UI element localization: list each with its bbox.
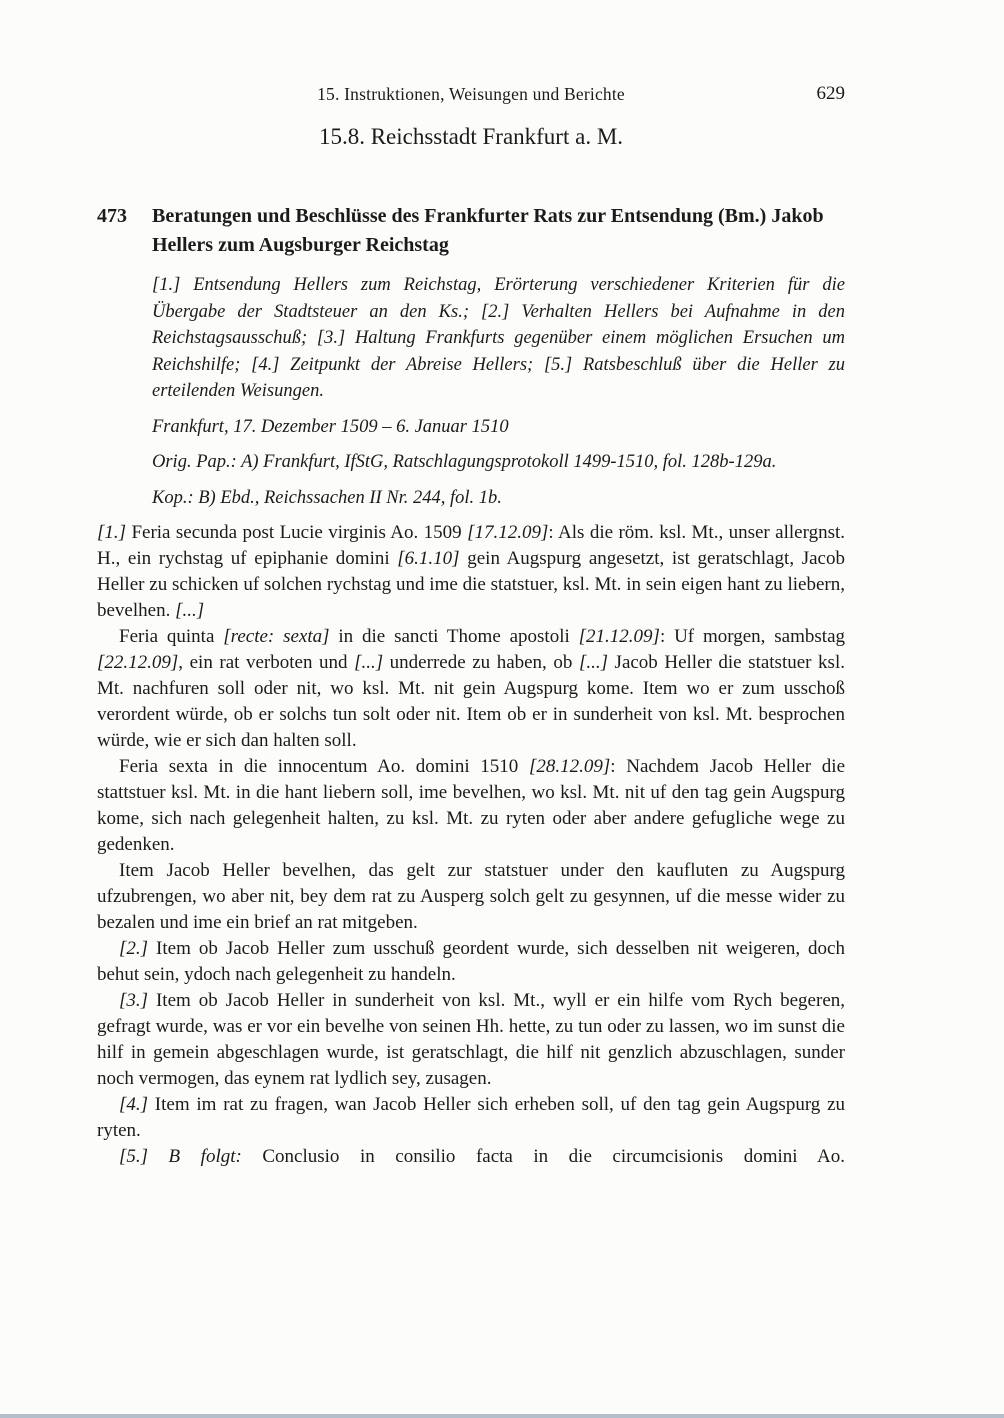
body-paragraph xyxy=(97,520,845,624)
body-text-run: : Uf morgen, sambstag xyxy=(659,626,845,647)
editorial-italic-text: [3.] xyxy=(119,990,149,1011)
editorial-italic-text: [5.] B folgt: xyxy=(119,1146,242,1167)
body-text-run: Item im rat zu fragen, wan Jacob Heller sich erheben soll, uf den tag gein Augspurg zu ryten. xyxy=(97,1094,845,1141)
body-text-run: , ein rat verboten und xyxy=(178,652,355,673)
editorial-italic-text: [1.] xyxy=(97,522,132,543)
page-number: 629 xyxy=(816,83,845,104)
document-number: 473 xyxy=(97,205,127,227)
running-head xyxy=(97,84,845,108)
editorial-italic-text: [6.1.10] xyxy=(397,548,460,569)
body-text-run: : Nachdem Jacob Heller die stattstuer ksl. Mt. in die hant liebern soll, ime bevelhen, wo ksl. Mt. nit uf den tag gein Augspurg kome, sich nach gelegenheit halten, zu ksl. Mt. zu ryten oder aber andere gefugliche wege zu gedenken. xyxy=(97,756,846,855)
body-paragraph xyxy=(97,858,845,936)
document-summary: [1.] Entsendung Hellers zum Reichstag, Erörterung verschiedener Kriterien für die Übergabe der Stadtsteuer an den Ks.; [2.] Verhalten Hellers bei Aufnahme in den Reichstagsausschuß; [3.] Haltung Frankfurts gegenüber einem möglichen Ersuchen um Reichshilfe; [4.] Zeitpunkt der Abreise Hellers; [5.] Ratsbeschluß über die Heller zu erteilenden Weisungen. xyxy=(152,275,845,401)
body-text-run: Item Jacob Heller bevelhen, das gelt zur statstuer under den kaufluten zu Augspurg ufzubrengen, wo aber nit, bey dem rat zu Ausperg solch gelt zu gesynnen, uf die messe wider zu bezalen und ime ein brief an rat mitgeben. xyxy=(97,860,845,933)
running-header-title: 15. Instruktionen, Weisungen und Berichte xyxy=(317,84,625,104)
editorial-italic-text: [28.12.09] xyxy=(528,756,611,777)
body-paragraph xyxy=(97,1092,845,1144)
editorial-italic-text: [21.12.09] xyxy=(578,626,660,647)
editorial-italic-text: [22.12.09] xyxy=(97,652,179,673)
body-text-run: underrede zu haben, ob xyxy=(383,652,579,673)
body-text-run: Item ob Jacob Heller in sunderheit von ksl. Mt., wyll er ein hilfe vom Rych begeren, gefragt wurde, was er vor ein bevelhe von seinen Hh. hette, zu tun oder zu lassen, wo im sunst die hilf in gemein abgeschlagen wurde, ist geratschlagt, die hilf nit genzlich abzuschlagen, sunder noch vermogen, das eynem rat lydlich sey, zusagen. xyxy=(97,990,845,1089)
section-heading: 15.8. Reichsstadt Frankfurt a. M. xyxy=(318,124,624,149)
document-body xyxy=(97,520,845,1170)
body-paragraph xyxy=(97,624,845,754)
body-text-run: Feria secunda post Lucie virginis Ao. 1509 xyxy=(131,522,468,543)
body-paragraph xyxy=(97,754,845,858)
page-bottom-scan-edge xyxy=(0,1414,1004,1418)
body-text-run: Jacob Heller die statstuer ksl. Mt. nachfuren soll oder nit, wo ksl. Mt. nit gein Augspurg kome. Item wo er zum usschoß verordent würde, ob er solchs tun solt oder nit. Item ob er in sunderheit von ksl. Mt. besprochen würde, wie er sich dan halten soll. xyxy=(97,652,845,751)
editorial-italic-text: [4.] xyxy=(119,1094,149,1115)
document-source-orig: Orig. Pap.: A) Frankfurt, IfStG, Ratschlagungsprotokoll 1499-1510, fol. 128b-129a. xyxy=(152,452,777,472)
body-text-run: : Als die röm. ksl. Mt., unser allergnst. H., ein rychstag uf epiphanie domini xyxy=(97,522,846,569)
body-text-run: Conclusio in consilio facta in die circumcisionis domini Ao. xyxy=(241,1146,846,1167)
body-text-run: gein Augspurg angesetzt, ist geratschlagt, Jacob Heller zu schicken uf solchen rychstag und ime die statstuer, ksl. Mt. in sein eigen hant zu liebern, bevelhen. xyxy=(97,548,845,621)
document-title: Beratungen und Beschlüsse des Frankfurter Rats zur Entsendung (Bm.) Jakob Hellers zum Augsburger Reichstag xyxy=(152,205,824,256)
body-text-run: Item ob Jacob Heller zum usschuß geordent wurde, sich desselben nit weigeren, doch behut sein, ydoch nach gelegenheit zu handeln. xyxy=(97,938,845,985)
editorial-italic-text: [...] xyxy=(175,600,205,621)
editorial-italic-text: [2.] xyxy=(119,938,149,959)
editorial-italic-text: [17.12.09] xyxy=(467,522,549,543)
editorial-italic-text: [...] xyxy=(354,652,384,673)
document-meta xyxy=(152,272,845,511)
document-source-kop: Kop.: B) Ebd., Reichssachen II Nr. 244, fol. 1b. xyxy=(152,487,502,508)
body-paragraph xyxy=(97,988,845,1092)
editorial-italic-text: [recte: sexta] xyxy=(223,626,330,647)
body-text-run: in die sancti Thome apostoli xyxy=(329,626,579,647)
editorial-italic-text: [...] xyxy=(578,652,608,673)
body-text-run: Feria quinta xyxy=(119,626,224,647)
document-header xyxy=(97,202,845,260)
body-text-run: Feria sexta in die innocentum Ao. domini 1510 xyxy=(119,756,529,777)
body-paragraph xyxy=(97,1144,845,1170)
document-dateline: Frankfurt, 17. Dezember 1509 – 6. Januar 1510 xyxy=(152,416,509,437)
body-paragraph xyxy=(97,936,845,988)
